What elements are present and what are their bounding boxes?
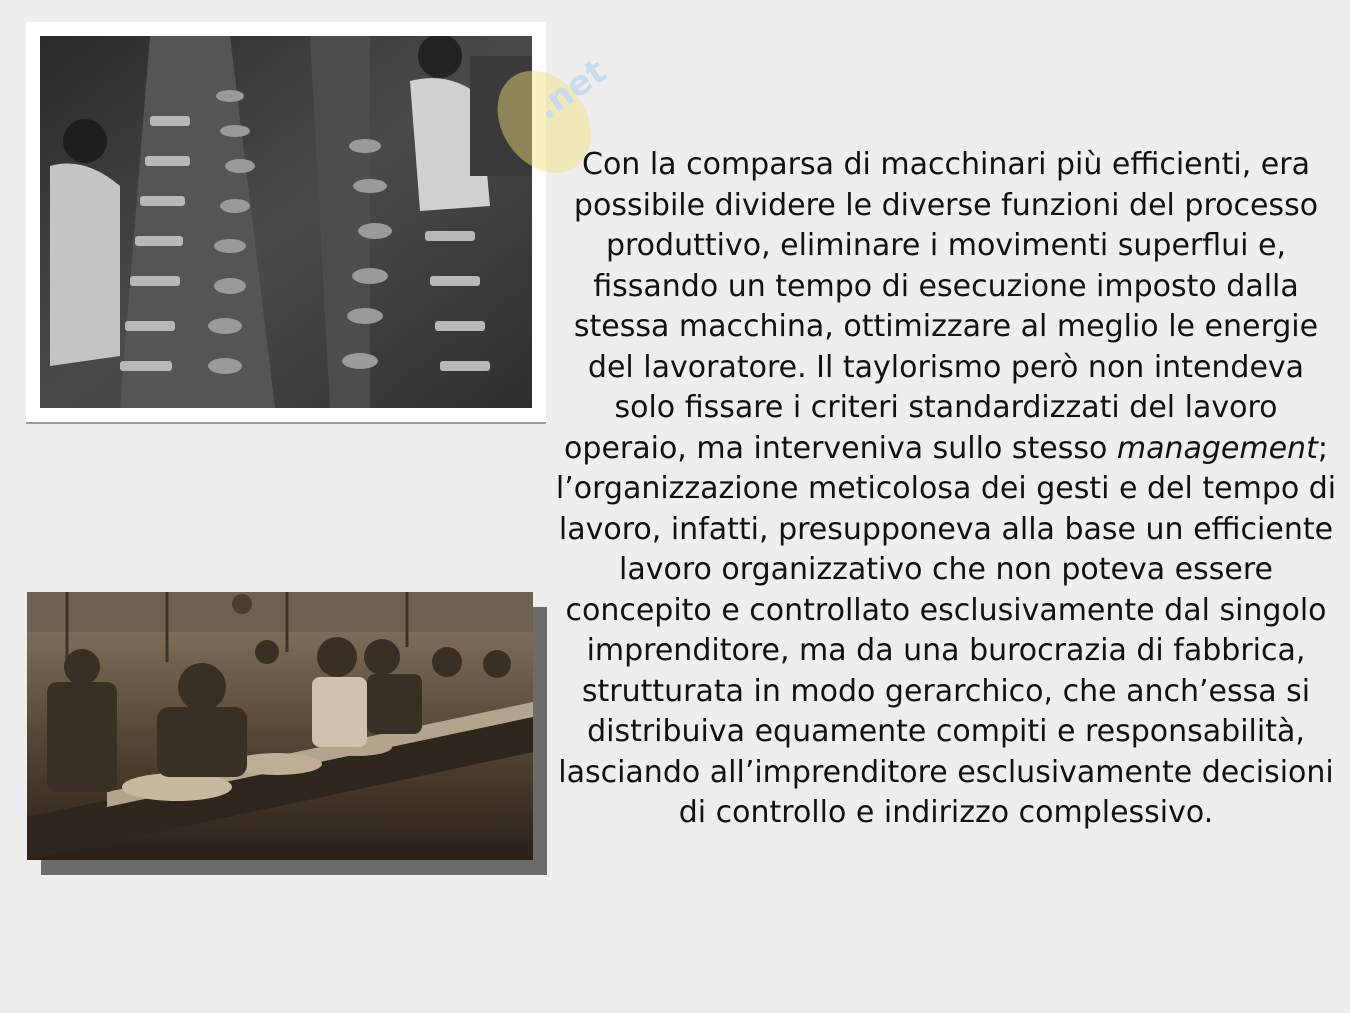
paragraph-text-part2: ; l’organizzazione meticolosa dei gesti e del tempo di lavoro, infatti, presupponeva alla base un efficiente lavoro organizzativo che non poteva essere concepito e controllato esclusivamente dal singolo imprenditore, ma da una burocrazia di fabbrica, strutturata in modo gerarchico, che anch’essa si distribuiva equamente compiti e responsabilità, lasciando all’imprenditore esclusivamente decisioni di controllo e indirizzo complessivo.	[555, 430, 1337, 830]
paragraph-emphasis-management: management	[1116, 430, 1318, 466]
assembly-line-photo-top	[40, 36, 532, 408]
assembly-line-photo-bottom	[27, 592, 533, 860]
main-paragraph	[555, 145, 1337, 834]
paragraph-text-part1: Con la comparsa di macchinari più efficienti, era possibile dividere le diverse funzioni del processo produttivo, eliminare i movimenti superflui e, fissando un tempo di esecuzione imposto dalla stessa macchina, ottimizzare al meglio le energie del lavoratore. Il taylorismo però non intendeva solo fissare i criteri standardizzati del lavoro operaio, ma interveniva sullo stesso	[564, 147, 1319, 466]
top-photo-frame	[26, 22, 546, 424]
svg-text:.net: .net	[528, 51, 614, 129]
